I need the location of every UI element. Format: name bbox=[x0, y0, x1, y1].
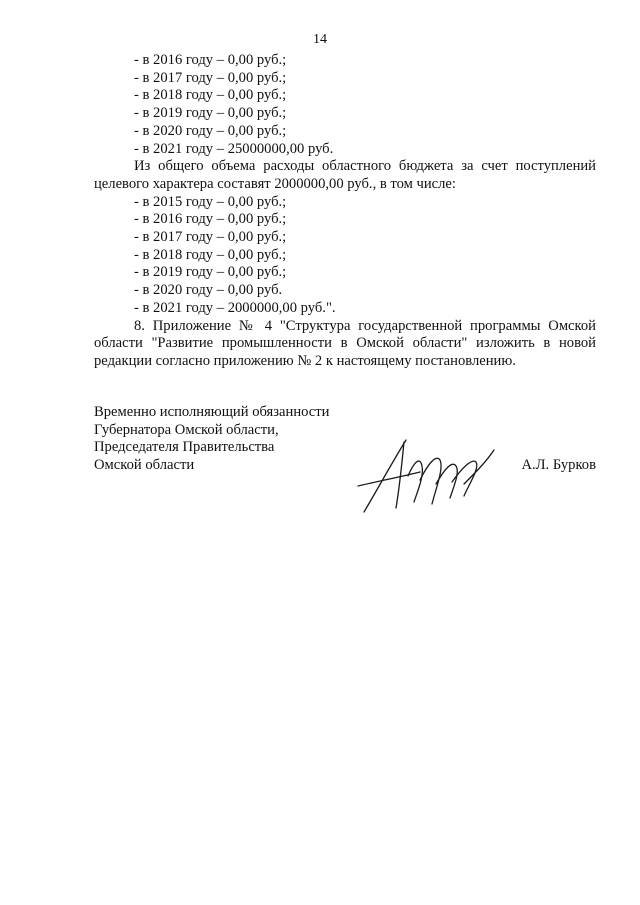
list-item: - в 2018 году – 0,00 руб.; bbox=[134, 246, 287, 263]
list-item: - в 2017 году – 0,00 руб.; bbox=[134, 69, 287, 86]
list-item: - в 2021 году – 2000000,00 руб.". bbox=[134, 299, 336, 316]
budget-paragraph: Из общего объема расходы областного бюджета за счет поступлений целевого характера составят 2000000,00 руб., в том числе: bbox=[94, 158, 596, 192]
list-item: - в 2018 году – 0,00 руб.; bbox=[134, 87, 287, 104]
page-number: 14 bbox=[313, 32, 327, 47]
list-item: - в 2017 году – 0,00 руб.; bbox=[134, 229, 287, 246]
document-body bbox=[94, 52, 596, 371]
list-item: - в 2016 году – 0,00 руб.; bbox=[134, 52, 287, 68]
list-item: - в 2021 году – 25000000,00 руб. bbox=[134, 140, 334, 157]
list-item: - в 2020 году – 0,00 руб.; bbox=[134, 122, 287, 139]
signatory-name: А.Л. Бурков bbox=[521, 457, 596, 473]
signer-title-line: Временно исполняющий обязанности bbox=[94, 404, 330, 420]
signature-block bbox=[94, 404, 596, 514]
signer-title-line: Председателя Правительства bbox=[94, 439, 275, 456]
appendix-paragraph: 8. Приложение № 4 "Структура государственной программы Омской области "Развитие промышленности в Омской области" изложить в новой редакции согласно приложению № 2 к настоящему постановлению. bbox=[94, 317, 596, 369]
handwritten-signature bbox=[356, 432, 498, 516]
signer-title-line: Омской области bbox=[94, 457, 195, 474]
list-item: - в 2019 году – 0,00 руб.; bbox=[134, 105, 287, 122]
list-item: - в 2019 году – 0,00 руб.; bbox=[134, 264, 287, 281]
list-item: - в 2016 году – 0,00 руб.; bbox=[134, 211, 287, 228]
list-item: - в 2020 году – 0,00 руб. bbox=[134, 282, 283, 299]
signer-title-line: Губернатора Омской области, bbox=[94, 421, 279, 438]
list-item: - в 2015 году – 0,00 руб.; bbox=[134, 193, 287, 210]
